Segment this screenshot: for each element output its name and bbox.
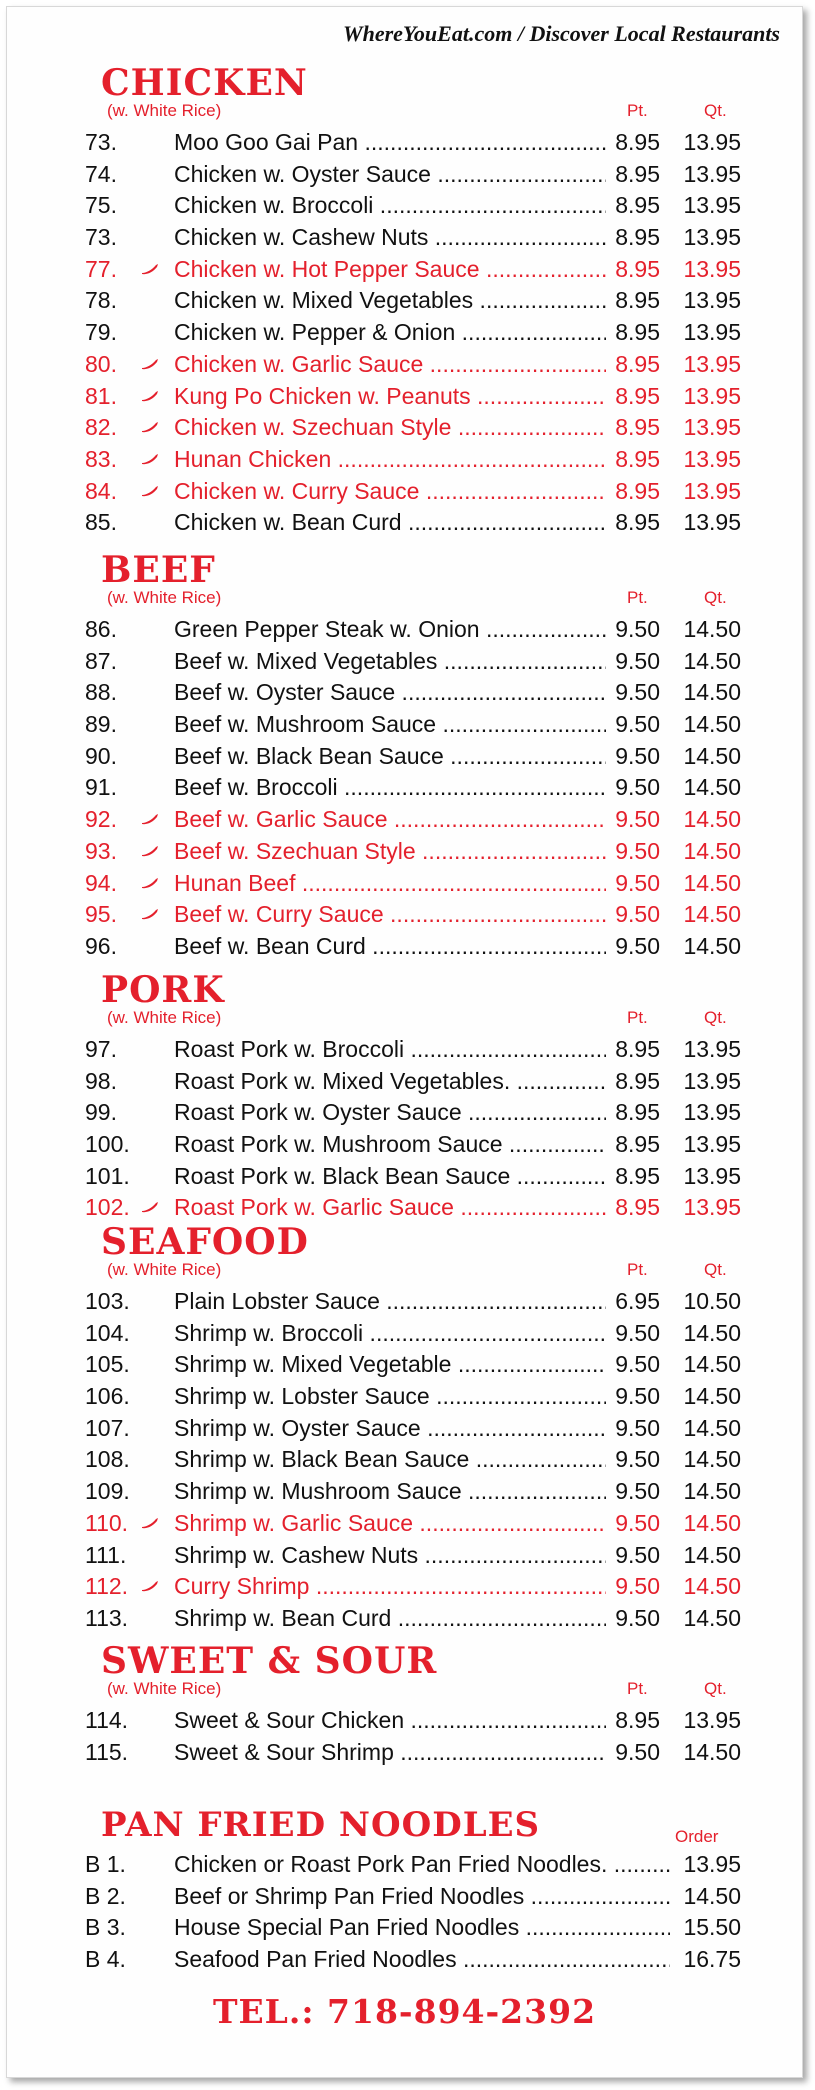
pint-price: 8.95 [606,1066,660,1098]
item-number: 107. [85,1414,130,1441]
item-name: Beef w. Black Bean Sauce ..... [174,741,606,773]
item-number: 102. [85,1194,130,1221]
telephone-number: TEL.: 718-894-2392 [212,1992,597,2031]
pint-price: 8.95 [606,1161,660,1193]
section-title: BEEF [101,549,216,591]
item-list [7,614,802,963]
pint-price: 8.95 [606,254,660,286]
item-name: Chicken w. Szechuan Style ..... [174,412,606,444]
order-header: Order [675,1827,719,1846]
hot-pepper-icon [141,349,159,381]
menu-item [7,1737,802,1769]
menu-item [7,1192,802,1224]
order-price: 15.50 [671,1912,741,1944]
item-number: B 3. [85,1914,126,1941]
section-subtitle: (w. White Rice) [107,1679,222,1698]
item-number: 73. [85,129,117,155]
item-number: 115. [85,1738,129,1765]
item-number: 98. [85,1067,117,1094]
menu-item [7,285,802,317]
pint-price: 9.50 [606,1349,660,1381]
item-name: Curry Shrimp ..... [174,1571,606,1603]
quart-price: 14.50 [683,806,741,833]
item-name: Beef w. Oyster Sauce ..... [174,677,606,709]
item-number: 91. [85,774,117,801]
pint-price: 8.95 [606,507,660,539]
order-price: 13.95 [671,1849,741,1881]
menu-item [7,1476,802,1508]
item-list [7,127,802,539]
menu-item [7,1508,802,1540]
hot-pepper-icon [141,1571,159,1603]
item-name: Chicken w. Hot Pepper Sauce ..... [174,254,606,286]
item-number: 100. [85,1131,130,1158]
quart-price: 13.95 [683,224,741,251]
order-price: 14.50 [671,1881,741,1913]
item-number: 108. [85,1446,130,1473]
menu-item [7,1571,802,1603]
quart-price: 14.50 [683,932,741,959]
menu-item [7,899,802,931]
pint-header: Pt. [627,1008,648,1027]
item-number: 88. [85,679,117,706]
menu-item [7,1944,802,1976]
hot-pepper-icon [141,804,159,836]
item-name: Chicken w. Oyster Sauce ..... [174,159,606,191]
quart-price: 13.95 [683,1194,741,1221]
item-number: 82. [85,414,117,441]
quart-price: 14.50 [683,837,741,864]
item-list [7,1286,802,1635]
menu-item [7,1444,802,1476]
pint-price: 9.50 [606,899,660,931]
quart-price: 14.50 [683,869,741,896]
item-name: Shrimp w. Oyster Sauce ..... [174,1413,606,1445]
item-name: Sweet & Sour Shrimp ..... [174,1737,606,1769]
item-name: Plain Lobster Sauce ..... [174,1286,606,1318]
item-list [7,1034,802,1224]
pint-price: 8.95 [606,159,660,191]
item-number: 86. [85,616,117,642]
item-name: Green Pepper Steak w. Onion ..... [174,614,606,646]
pint-header: Pt. [627,1679,648,1698]
item-number: 80. [85,350,117,377]
menu-item [7,1286,802,1318]
hot-pepper-icon [141,836,159,868]
menu-item [7,476,802,508]
hot-pepper-icon [141,476,159,508]
item-name: Hunan Chicken ..... [174,444,606,476]
hot-pepper-icon [141,412,159,444]
pint-price: 8.95 [606,444,660,476]
quart-price: 10.50 [683,1288,741,1314]
menu-item [7,1881,802,1913]
item-name: Roast Pork w. Broccoli ..... [174,1034,606,1066]
section-title: SWEET & SOUR [101,1640,438,1682]
item-name: Roast Pork w. Garlic Sauce ..... [174,1192,606,1224]
menu-item [7,254,802,286]
quart-price: 14.50 [683,1478,741,1505]
item-name: Beef w. Curry Sauce ..... [174,899,606,931]
quart-price: 13.95 [683,255,741,282]
hot-pepper-icon [141,868,159,900]
quart-price: 13.95 [683,1707,741,1733]
order-price: 16.75 [671,1944,741,1976]
menu-item [7,709,802,741]
menu-item [7,1705,802,1737]
pint-price: 9.50 [606,1381,660,1413]
item-number: 83. [85,445,117,472]
quart-price: 13.95 [683,445,741,472]
item-number: 96. [85,932,117,959]
pint-price: 8.95 [606,1097,660,1129]
item-name: Chicken w. Garlic Sauce ..... [174,349,606,381]
menu-item [7,1413,802,1445]
item-number: 105. [85,1351,130,1378]
pint-price: 8.95 [606,476,660,508]
item-number: 93. [85,837,117,864]
quart-price: 13.95 [683,319,741,346]
item-name: Chicken or Roast Pork Pan Fried Noodles. ..... [174,1849,670,1881]
quart-price: 13.95 [683,382,741,409]
menu-item [7,1129,802,1161]
pint-price: 8.95 [606,1129,660,1161]
menu-item [7,741,802,773]
pint-price: 9.50 [606,1476,660,1508]
quart-price: 13.95 [683,1099,741,1126]
item-name: Roast Pork w. Oyster Sauce ..... [174,1097,606,1129]
quart-price: 13.95 [683,287,741,314]
item-name: Shrimp w. Lobster Sauce ..... [174,1381,606,1413]
quart-price: 13.95 [683,1067,741,1094]
item-number: 112. [85,1573,129,1600]
item-name: Roast Pork w. Mixed Vegetables. ..... [174,1066,606,1098]
item-number: 85. [85,509,117,536]
item-number: 75. [85,192,117,219]
item-name: House Special Pan Fried Noodles ..... [174,1912,670,1944]
pint-price: 9.50 [606,1508,660,1540]
menu-item [7,349,802,381]
item-name: Chicken w. Broccoli ..... [174,190,606,222]
menu-item [7,412,802,444]
item-name: Roast Pork w. Black Bean Sauce ..... [174,1161,606,1193]
menu-item [7,190,802,222]
quart-price: 14.50 [683,1541,741,1568]
item-number: 109. [85,1478,130,1505]
pint-price: 8.95 [606,1192,660,1224]
menu-item [7,1318,802,1350]
item-number: 81. [85,382,117,409]
hot-pepper-icon [141,381,159,413]
item-name: Beef w. Garlic Sauce ..... [174,804,606,836]
pint-price: 9.50 [606,1413,660,1445]
pint-price: 8.95 [606,412,660,444]
item-name: Beef w. Bean Curd ..... [174,931,606,963]
pint-header: Pt. [627,101,648,120]
item-name: Beef w. Szechuan Style ..... [174,836,606,868]
item-name: Hunan Beef ..... [174,868,606,900]
pint-price: 9.50 [606,1444,660,1476]
menu-item [7,1540,802,1572]
pint-price: 9.50 [606,709,660,741]
pint-price: 9.50 [606,1603,660,1635]
item-name: Shrimp w. Bean Curd ..... [174,1603,606,1635]
item-number: B 2. [85,1882,126,1909]
menu-item [7,1849,802,1881]
item-number: B 1. [85,1851,126,1877]
pint-price: 8.95 [606,285,660,317]
quart-price: 14.50 [683,1414,741,1441]
hot-pepper-icon [141,254,159,286]
item-number: 101. [85,1162,130,1189]
quart-price: 14.50 [683,679,741,706]
item-name: Seafood Pan Fried Noodles ..... [174,1944,670,1976]
item-number: 92. [85,806,117,833]
item-name: Kung Po Chicken w. Peanuts ..... [174,381,606,413]
quart-price: 13.95 [683,509,741,536]
item-name: Chicken w. Mixed Vegetables ..... [174,285,606,317]
item-list [7,1705,802,1768]
menu-item [7,931,802,963]
pint-price: 9.50 [606,772,660,804]
item-number: 104. [85,1319,130,1346]
menu-item [7,772,802,804]
menu-item [7,868,802,900]
pint-price: 8.95 [606,1034,660,1066]
menu-page [6,6,803,2078]
item-number: 97. [85,1036,117,1062]
quart-price: 14.50 [683,1351,741,1378]
item-name: Moo Goo Gai Pan ..... [174,127,606,159]
quart-price: 14.50 [683,616,741,642]
item-name: Shrimp w. Mushroom Sauce ..... [174,1476,606,1508]
quart-header: Qt. [704,1679,727,1698]
item-number: B 4. [85,1946,126,1973]
item-number: 95. [85,901,117,928]
quart-price: 14.50 [683,1319,741,1346]
pint-price: 8.95 [606,222,660,254]
item-name: Beef w. Mixed Vegetables ..... [174,646,606,678]
menu-item [7,127,802,159]
item-name: Chicken w. Pepper & Onion ..... [174,317,606,349]
pint-price: 9.50 [606,646,660,678]
quart-price: 14.50 [683,1446,741,1473]
item-name: Beef w. Mushroom Sauce ..... [174,709,606,741]
quart-price: 13.95 [683,414,741,441]
quart-price: 14.50 [683,1738,741,1765]
pint-price: 9.50 [606,1737,660,1769]
quart-header: Qt. [704,1260,727,1279]
pint-price: 9.50 [606,931,660,963]
item-number: 84. [85,477,117,504]
section-title: SEAFOOD [101,1221,309,1263]
item-name: Shrimp w. Black Bean Sauce ..... [174,1444,606,1476]
item-number: 87. [85,647,117,674]
item-number: 78. [85,287,117,314]
pint-price: 9.50 [606,804,660,836]
pint-price: 8.95 [606,190,660,222]
menu-item [7,507,802,539]
item-number: 99. [85,1099,117,1126]
menu-item [7,222,802,254]
hot-pepper-icon [141,1192,159,1224]
site-header: WhereYouEat.com / Discover Local Restaurants [343,21,780,46]
quart-price: 14.50 [683,1604,741,1631]
pint-price: 9.50 [606,836,660,868]
item-number: 77. [85,255,117,282]
quart-price: 13.95 [683,129,741,155]
section-title: PAN FRIED NOODLES [101,1805,541,1845]
hot-pepper-icon [141,899,159,931]
menu-item [7,1066,802,1098]
quart-price: 13.95 [683,350,741,377]
quart-header: Qt. [704,588,727,607]
menu-item [7,1349,802,1381]
pint-price: 9.50 [606,614,660,646]
pint-price: 9.50 [606,868,660,900]
item-number: 74. [85,160,117,187]
pint-price: 8.95 [606,127,660,159]
quart-price: 13.95 [683,1162,741,1189]
menu-item [7,317,802,349]
pint-price: 6.95 [606,1286,660,1318]
pint-header: Pt. [627,588,648,607]
item-name: Shrimp w. Garlic Sauce ..... [174,1508,606,1540]
menu-item [7,1381,802,1413]
quart-price: 14.50 [683,647,741,674]
menu-item [7,1034,802,1066]
item-number: 90. [85,742,117,769]
quart-price: 14.50 [683,1573,741,1600]
menu-item [7,1603,802,1635]
item-number: 94. [85,869,117,896]
hot-pepper-icon [141,444,159,476]
item-name: Beef w. Broccoli ..... [174,772,606,804]
item-name: Chicken w. Cashew Nuts ..... [174,222,606,254]
item-name: Chicken w. Bean Curd ..... [174,507,606,539]
item-number: 111. [85,1541,127,1568]
item-number: 114. [85,1707,129,1733]
quart-price: 14.50 [683,742,741,769]
section-subtitle: (w. White Rice) [107,1260,222,1279]
menu-item [7,804,802,836]
quart-price: 13.95 [683,160,741,187]
menu-item [7,444,802,476]
menu-item [7,159,802,191]
quart-price: 14.50 [683,901,741,928]
quart-price: 14.50 [683,1383,741,1410]
item-name: Shrimp w. Mixed Vegetable ..... [174,1349,606,1381]
section-title: CHICKEN [101,62,308,104]
quart-price: 14.50 [683,711,741,738]
quart-header: Qt. [704,101,727,120]
item-name: Shrimp w. Cashew Nuts ..... [174,1540,606,1572]
menu-item [7,614,802,646]
section-subtitle: (w. White Rice) [107,101,222,120]
quart-header: Qt. [704,1008,727,1027]
quart-price: 14.50 [683,774,741,801]
menu-item [7,1161,802,1193]
pint-header: Pt. [627,1260,648,1279]
pint-price: 8.95 [606,317,660,349]
quart-price: 13.95 [683,1036,741,1062]
quart-price: 13.95 [683,192,741,219]
menu-item [7,836,802,868]
pint-price: 9.50 [606,677,660,709]
section-subtitle: (w. White Rice) [107,1008,222,1027]
section-title: PORK [101,969,225,1011]
quart-price: 13.95 [683,477,741,504]
section-subtitle: (w. White Rice) [107,588,222,607]
menu-item [7,646,802,678]
menu-item [7,1912,802,1944]
item-list [7,1849,802,1976]
item-number: 110. [85,1509,129,1536]
item-number: 79. [85,319,117,346]
item-number: 106. [85,1383,130,1410]
item-name: Roast Pork w. Mushroom Sauce ..... [174,1129,606,1161]
item-name: Shrimp w. Broccoli ..... [174,1318,606,1350]
item-number: 73. [85,224,117,251]
pint-price: 8.95 [606,349,660,381]
pint-price: 9.50 [606,1571,660,1603]
menu-item [7,677,802,709]
pint-price: 8.95 [606,381,660,413]
pint-price: 9.50 [606,1540,660,1572]
hot-pepper-icon [141,1508,159,1540]
item-number: 103. [85,1288,130,1314]
item-number: 89. [85,711,117,738]
item-number: 113. [85,1604,129,1631]
item-name: Beef or Shrimp Pan Fried Noodles ..... [174,1881,670,1913]
pint-price: 9.50 [606,1318,660,1350]
item-name: Sweet & Sour Chicken ..... [174,1705,606,1737]
quart-price: 14.50 [683,1509,741,1536]
pint-price: 8.95 [606,1705,660,1737]
menu-item [7,381,802,413]
menu-item [7,1097,802,1129]
pint-price: 9.50 [606,741,660,773]
quart-price: 13.95 [683,1131,741,1158]
item-name: Chicken w. Curry Sauce ..... [174,476,606,508]
